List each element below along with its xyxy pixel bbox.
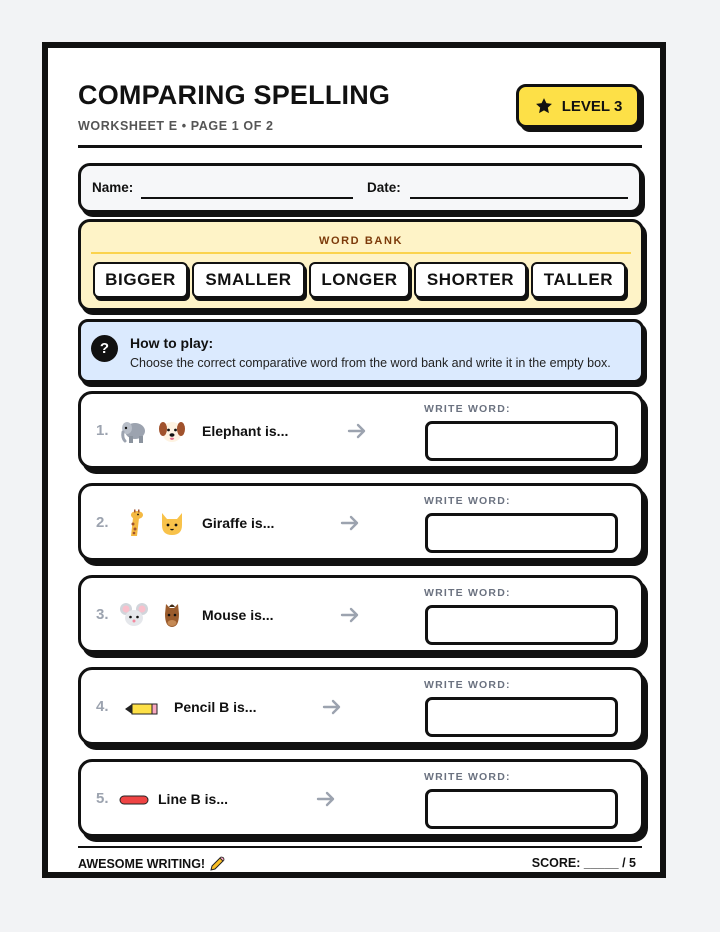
write-word-label: WRITE WORD: xyxy=(424,587,511,599)
question-prompt: Elephant is... xyxy=(202,423,289,439)
dog-icon xyxy=(157,416,187,446)
header-divider xyxy=(78,145,642,148)
question-card xyxy=(78,483,644,561)
word-bank-item: SHORTER xyxy=(414,262,527,298)
pencil-icon xyxy=(124,703,158,715)
mouse-icon xyxy=(119,600,149,630)
date-label: Date: xyxy=(367,180,401,195)
arrow-right-icon xyxy=(315,788,337,810)
answer-box[interactable] xyxy=(425,513,618,553)
question-number: 4. xyxy=(96,698,109,715)
elephant-icon xyxy=(119,416,149,446)
red-line-icon xyxy=(119,795,149,805)
arrow-right-icon xyxy=(339,512,361,534)
answer-box[interactable] xyxy=(425,789,618,829)
star-icon xyxy=(534,96,554,116)
answer-box[interactable] xyxy=(425,421,618,461)
name-label: Name: xyxy=(92,180,134,195)
footer-divider xyxy=(78,846,642,848)
name-date-row xyxy=(78,163,642,213)
question-card xyxy=(78,759,644,837)
giraffe-icon xyxy=(119,508,149,538)
word-bank-item: LONGER xyxy=(309,262,410,298)
how-to-text: Choose the correct comparative word from the word bank and write it in the empty box. xyxy=(130,356,611,370)
arrow-right-icon xyxy=(321,696,343,718)
level-badge xyxy=(516,84,640,128)
question-number: 1. xyxy=(96,422,109,439)
word-bank-title: WORD BANK xyxy=(318,235,404,247)
arrow-right-icon xyxy=(339,604,361,626)
cat-icon xyxy=(157,508,187,538)
word-bank-item: BIGGER xyxy=(93,262,188,298)
word-bank-item: SMALLER xyxy=(192,262,305,298)
pencil-icon xyxy=(209,856,225,872)
arrow-right-icon xyxy=(346,420,368,442)
word-bank-item: TALLER xyxy=(531,262,626,298)
score-label: SCORE: _____ / 5 xyxy=(531,856,636,870)
question-prompt: Line B is... xyxy=(158,791,229,807)
question-prompt: Mouse is... xyxy=(202,607,274,623)
question-number: 2. xyxy=(96,514,109,531)
write-word-label: WRITE WORD: xyxy=(424,403,511,415)
write-word-label: WRITE WORD: xyxy=(424,495,511,507)
answer-box[interactable] xyxy=(425,605,618,645)
word-bank xyxy=(78,219,644,311)
question-number: 3. xyxy=(96,606,109,623)
question-prompt: Giraffe is... xyxy=(202,515,275,531)
footer-message: AWESOME WRITING! xyxy=(78,857,206,871)
date-field[interactable] xyxy=(410,197,628,199)
question-card xyxy=(78,667,644,745)
worksheet-title: COMPARING SPELLING xyxy=(78,80,391,110)
how-to-play-box xyxy=(78,319,644,383)
worksheet-subtitle: WORKSHEET E • PAGE 1 OF 2 xyxy=(78,119,274,133)
question-mark-icon: ? xyxy=(91,335,118,362)
level-label: LEVEL 3 xyxy=(561,97,623,115)
footer-left xyxy=(78,856,225,872)
question-prompt: Pencil B is... xyxy=(174,699,257,715)
question-card xyxy=(78,575,644,653)
worksheet xyxy=(42,42,666,878)
horse-icon xyxy=(157,600,187,630)
write-word-label: WRITE WORD: xyxy=(424,679,511,691)
word-bank-divider xyxy=(91,252,631,254)
how-to-heading: How to play: xyxy=(130,335,214,351)
question-number: 5. xyxy=(96,790,109,807)
question-card xyxy=(78,391,644,469)
name-field[interactable] xyxy=(141,197,353,199)
write-word-label: WRITE WORD: xyxy=(424,771,511,783)
answer-box[interactable] xyxy=(425,697,618,737)
